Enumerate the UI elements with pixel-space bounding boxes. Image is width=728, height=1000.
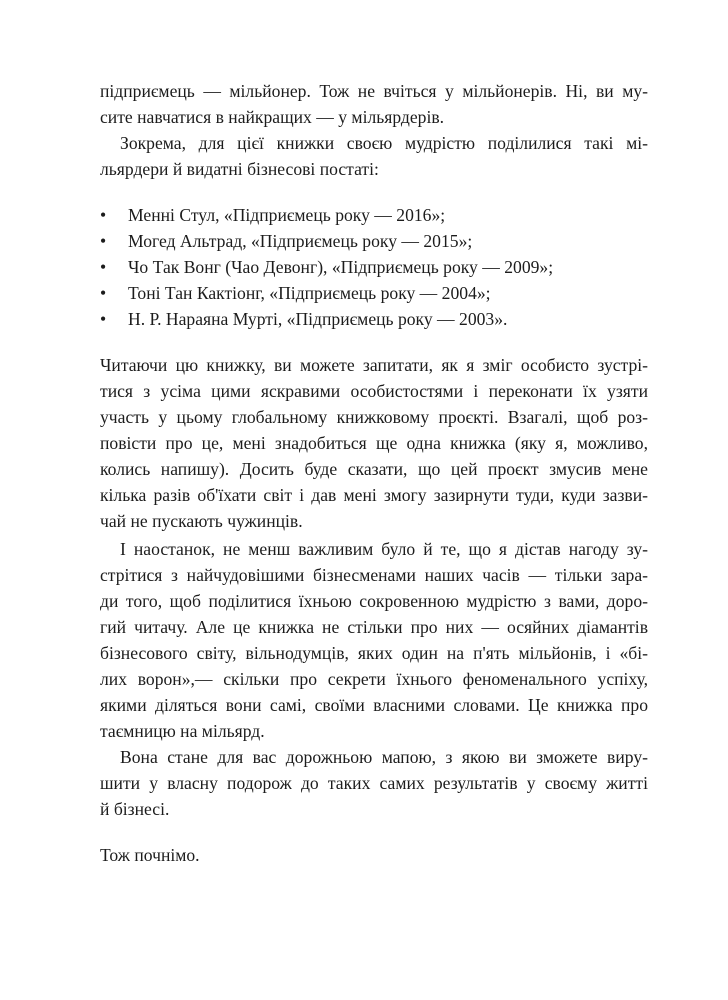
list-item-text: Могед Альтрад, «Підприємець року — 2015»; xyxy=(128,231,473,251)
bullet-marker: • xyxy=(100,309,107,329)
paragraph-3-line-1: Читаючи цю книжку, ви можете запитати, як я зміг особисто зустрі- xyxy=(100,355,648,375)
paragraph-4-line-2: стрітися з найчудовішими бізнесменами наших часів — тільки зара- xyxy=(100,565,648,585)
list-item xyxy=(100,306,648,332)
paragraph-4-line-3: ди того, щоб поділитися їхньою сокровенною мудрістю з вами, доро- xyxy=(100,591,648,611)
paragraph-3-line-7: чай не пускають чужинців. xyxy=(100,511,303,531)
paragraph-4-line-8: таємницю на мільярд. xyxy=(100,721,265,741)
bullet-marker: • xyxy=(100,231,107,251)
paragraph-5-line-1: Вона стане для вас дорожньою мапою, з якою ви зможете виру- xyxy=(120,747,648,767)
paragraph-3-line-2: тися з усіма цими яскравими особистостями і переконати їх узяти xyxy=(100,381,648,401)
paragraph-2-line-2: льярдери й видатні бізнесові постаті: xyxy=(100,159,379,179)
paragraph-3-line-4: повісти про це, мені знадобиться ще одна книжка (яку я, можливо, xyxy=(100,433,648,453)
list-item-text: Н. Р. Нараяна Мурті, «Підприємець року — 2003». xyxy=(128,309,508,329)
list-item xyxy=(100,254,648,280)
bullet-marker: • xyxy=(100,205,107,225)
list-item xyxy=(100,202,648,228)
paragraph-3-line-3: участь у цьому глобальному книжковому проєкті. Взагалі, щоб роз- xyxy=(100,407,648,427)
paragraph-1-line-2: сите навчатися в найкращих — у мільярдерів. xyxy=(100,107,445,127)
list-item-text: Чо Так Вонг (Чао Девонг), «Підприємець року — 2009»; xyxy=(128,257,554,277)
bullet-marker: • xyxy=(100,257,107,277)
paragraph-6-line-1: Тож почнімо. xyxy=(100,845,200,865)
paragraph-4-line-5: бізнесового світу, вільнодумців, яких один на п'ять мільйонів, і «бі- xyxy=(100,643,648,663)
paragraph-4-line-6: лих ворон»,— скільки про секрети їхнього феноменального успіху, xyxy=(100,669,648,689)
paragraph-1-line-1: підприємець — мільйонер. Тож не вчіться у мільйонерів. Ні, ви му- xyxy=(100,81,648,101)
paragraph-4-line-4: гий читачу. Але це книжка не стільки про них — осяйних діамантів xyxy=(100,617,648,637)
paragraph-5-line-2: шити у власну подорож до таких самих результатів у своєму житті xyxy=(100,773,648,793)
paragraph-3-line-6: кілька разів об'їхати світ і дав мені змогу зазирнути туди, куди зазви- xyxy=(100,485,648,505)
paragraph-4-line-1: І наостанок, не менш важливим було й те, що я дістав нагоду зу- xyxy=(120,539,648,559)
list-item-text: Тоні Тан Кактіонг, «Підприємець року — 2004»; xyxy=(128,283,491,303)
list-item xyxy=(100,228,648,254)
list-item xyxy=(100,280,648,306)
paragraph-3-line-5: колись напишу). Досить буде сказати, що цей проєкт змусив мене xyxy=(100,459,648,479)
bullet-marker: • xyxy=(100,283,107,303)
paragraph-2-line-1: Зокрема, для цієї книжки своєю мудрістю поділилися такі мі- xyxy=(120,133,648,153)
paragraph-5-line-3: й бізнесі. xyxy=(100,799,170,819)
list-item-text: Менні Стул, «Підприємець року — 2016»; xyxy=(128,205,446,225)
paragraph-4-line-7: якими діляться вони самі, своїми власними словами. Це книжка про xyxy=(100,695,648,715)
